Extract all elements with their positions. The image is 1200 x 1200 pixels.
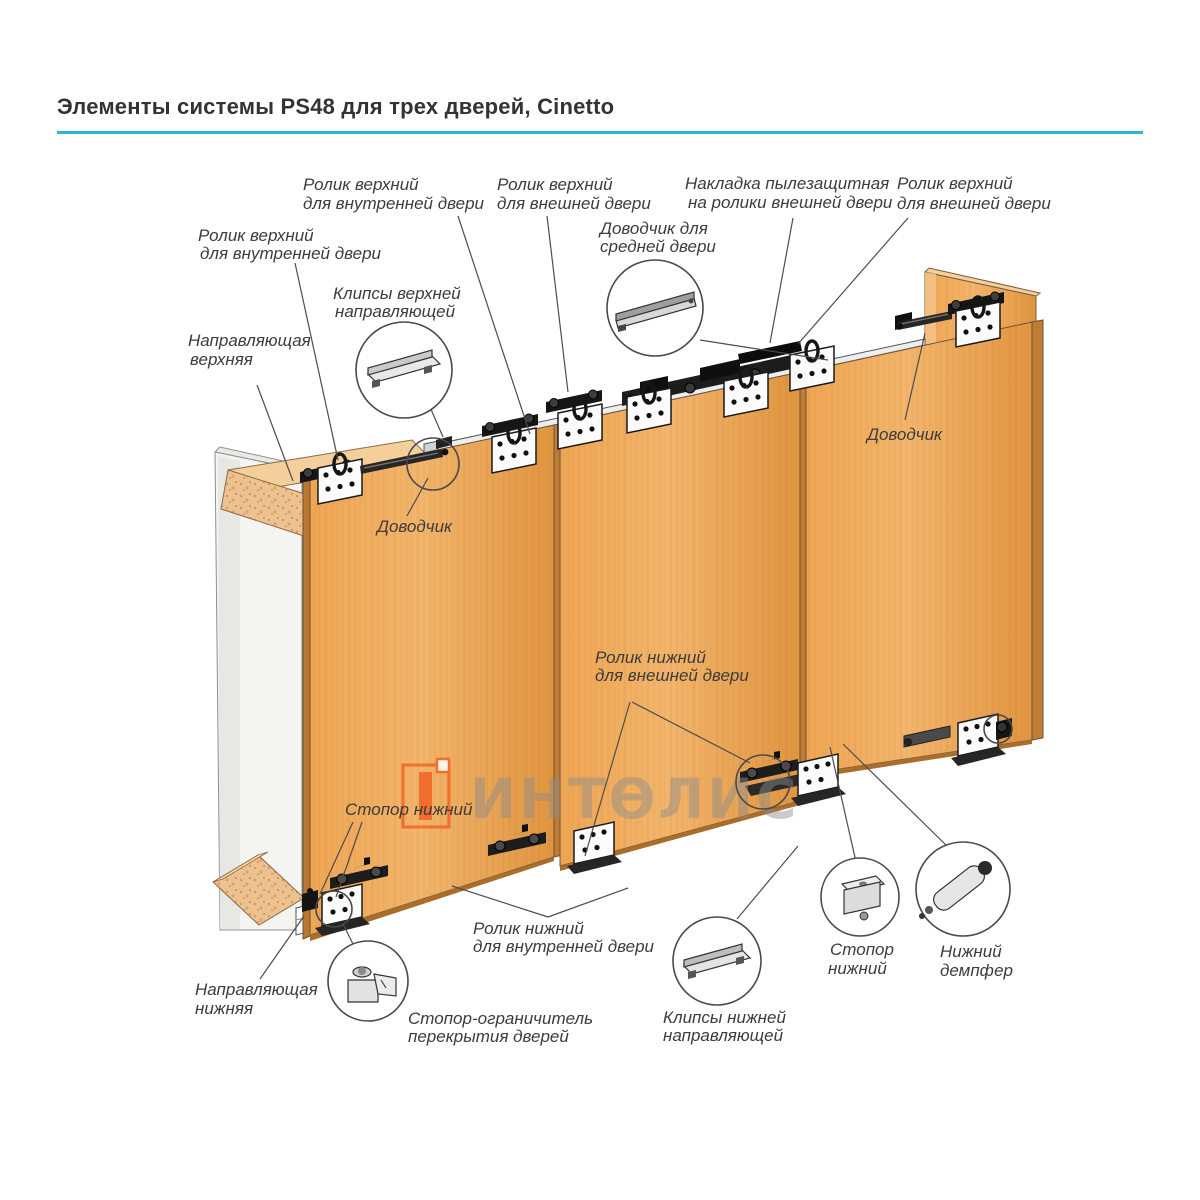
detail-circle-bottom-stop-right <box>821 858 899 936</box>
label-roller-top-outer-b-line1: Ролик верхний <box>897 174 1013 193</box>
label-roller-top-outer-b-line2: для внешней двери <box>897 194 1051 213</box>
label-damper-lower-line1: Нижний <box>940 942 1002 961</box>
label-stop-bottom-a: Стопор нижний <box>345 800 473 819</box>
label-closer-middle-line2: средней двери <box>600 237 716 256</box>
label-closer-b: Доводчик <box>867 425 943 444</box>
label-clips-upper-line2: направляющей <box>335 302 456 321</box>
label-roller-top-outer-a-line2: для внешней двери <box>497 194 651 213</box>
label-closer-middle-line1: Доводчик для <box>600 219 708 238</box>
label-roller-top-outer-a-line1: Ролик верхний <box>497 175 613 194</box>
label-guide-lower-line1: Направляющая <box>195 980 318 999</box>
label-stop-bottom-b-line1: Стопор <box>830 940 894 959</box>
label-guide-upper-line1: Направляющая <box>188 331 311 350</box>
label-roller-bottom-outer-line2: для внешней двери <box>595 666 749 685</box>
label-roller-bottom-inner-line2: для внутренней двери <box>473 937 654 956</box>
detail-circle-clips-upper <box>356 322 452 418</box>
door-inner-left <box>303 423 563 941</box>
label-roller-bottom-inner-line1: Ролик нижний <box>473 919 584 938</box>
label-dust-cover-line1: Накладка пылезащитная <box>685 174 890 193</box>
label-clips-upper-line1: Клипсы верхней <box>333 284 461 303</box>
label-roller-top-inner-a-line2: для внутренней двери <box>303 194 484 213</box>
label-stop-bottom-b-line2: нижний <box>828 959 887 978</box>
label-guide-upper-line2: верхняя <box>190 350 253 369</box>
label-dust-cover-line2: на ролики внешней двери <box>688 193 893 212</box>
detail-circle-damper <box>916 842 1010 936</box>
door-outer-right <box>806 320 1043 779</box>
label-roller-top-inner-b-line1: Ролик верхний <box>198 226 314 245</box>
label-roller-top-inner-b-line2: для внутренней двери <box>200 244 381 263</box>
watermark-text: ИНТѲЛИС <box>470 767 800 831</box>
label-stop-limiter-line2: перекрытия дверей <box>408 1027 569 1046</box>
detail-circle-closer-middle <box>607 260 703 356</box>
label-roller-bottom-outer-line1: Ролик нижний <box>595 648 706 667</box>
title-underline <box>57 131 1143 134</box>
label-stop-limiter-line1: Стопор-ограничитель <box>408 1009 594 1028</box>
label-clips-lower-line2: направляющей <box>663 1026 784 1045</box>
label-clips-lower-line1: Клипсы нижней <box>663 1008 786 1027</box>
label-closer-a: Доводчик <box>377 517 453 536</box>
detail-circle-stop-limiter <box>328 941 408 1021</box>
label-guide-lower-line2: нижняя <box>195 999 254 1018</box>
label-damper-lower-line2: демпфер <box>940 961 1013 980</box>
detail-circle-clips-lower <box>673 917 761 1005</box>
page-title: Элементы системы PS48 для трех дверей, Cinetto <box>57 94 615 119</box>
label-roller-top-inner-a-line1: Ролик верхний <box>303 175 419 194</box>
